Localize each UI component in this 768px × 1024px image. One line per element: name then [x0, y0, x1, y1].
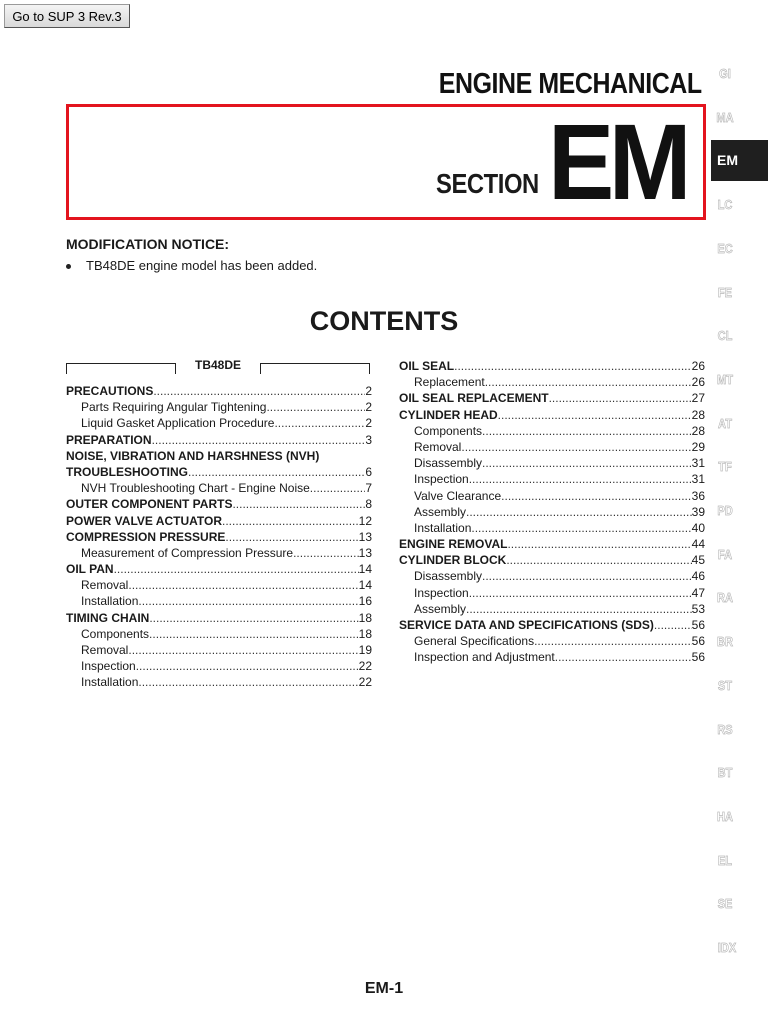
toc-entry-label: Components [414, 423, 483, 438]
toc-entry[interactable] [399, 455, 705, 471]
toc-leader-dots [153, 383, 365, 399]
toc-entry-label: SERVICE DATA AND SPECIFICATIONS (SDS) [399, 618, 654, 632]
toc-entry[interactable] [66, 561, 372, 577]
modification-heading: MODIFICATION NOTICE: [66, 236, 230, 252]
toc-entry[interactable] [66, 626, 372, 642]
toc-entry-label: Installation [414, 520, 472, 535]
toc-entry-label: Disassembly [414, 456, 483, 471]
toc-leader-dots [482, 568, 692, 584]
toc-leader-dots [507, 536, 691, 552]
tab-se[interactable]: SE [717, 896, 733, 912]
toc-leader-dots [549, 390, 692, 406]
toc-right-column [399, 358, 705, 666]
toc-leader-dots [138, 674, 358, 690]
toc-entry-page: 18 [358, 610, 372, 625]
toc-leader-dots [501, 488, 691, 504]
tab-tf[interactable]: TF [718, 459, 732, 475]
toc-entry-page: 45 [691, 553, 705, 568]
toc-entry-label: Components [81, 626, 150, 641]
toc-leader-dots [506, 552, 691, 568]
toc-entry-page: 14 [358, 562, 372, 577]
tab-idx[interactable]: IDX [717, 940, 737, 955]
tab-rs[interactable]: RS [717, 721, 733, 737]
toc-entry-label: Replacement [414, 375, 485, 390]
toc-entry-label: OIL SEAL REPLACEMENT [399, 391, 549, 406]
toc-entry[interactable] [66, 432, 372, 448]
toc-entry-label: Parts Requiring Angular Tightening [81, 400, 267, 415]
toc-leader-dots [152, 432, 366, 448]
toc-entry-page: 26 [691, 375, 705, 390]
toc-entry-label: COMPRESSION PRESSURE [66, 529, 226, 544]
toc-entry[interactable] [399, 536, 705, 552]
toc-entry[interactable] [66, 464, 372, 480]
toc-entry-page: 56 [691, 650, 705, 665]
toc-entry[interactable] [399, 439, 705, 455]
toc-entry[interactable] [399, 423, 705, 439]
toc-entry[interactable] [399, 374, 705, 390]
page-number: EM-1 [364, 980, 404, 997]
toc-entry[interactable] [399, 520, 705, 536]
toc-entry[interactable] [66, 383, 372, 399]
toc-entry[interactable] [399, 633, 705, 649]
toc-entry-label: PREPARATION [66, 432, 152, 447]
toc-entry-label: General Specifications [414, 634, 535, 649]
toc-entry-page: 3 [365, 432, 372, 447]
modification-text: TB48DE engine model has been added. [86, 258, 318, 273]
toc-entry-page: 2 [365, 384, 372, 398]
group-frame-left [66, 363, 176, 374]
toc-leader-dots [128, 642, 358, 658]
toc-leader-dots [225, 529, 358, 545]
toc-entry-page: 27 [691, 391, 705, 406]
toc-entry-page: 36 [691, 488, 705, 503]
tab-bt[interactable]: BT [717, 765, 733, 781]
toc-leader-dots [149, 610, 358, 626]
section-label: SECTION [436, 168, 539, 199]
toc-entry-label: Removal [81, 578, 129, 593]
toc-entry-page: 6 [365, 464, 372, 479]
tab-lc[interactable]: LC [717, 197, 733, 213]
toc-leader-dots [482, 455, 692, 471]
toc-entry-label: NVH Troubleshooting Chart - Engine Noise [81, 481, 310, 496]
toc-entry-label: POWER VALVE ACTUATOR [66, 513, 222, 528]
tab-em[interactable]: EM [711, 140, 768, 181]
toc-entry-label: TIMING CHAIN [66, 610, 150, 625]
toc-entry-label: TROUBLESHOOTING [66, 464, 188, 479]
toc-entry[interactable] [66, 513, 372, 529]
toc-leader-dots [555, 649, 692, 665]
toc-leader-dots [222, 513, 359, 529]
toc-entry-page: 40 [691, 520, 705, 535]
tab-ma[interactable]: MA [716, 109, 734, 125]
toc-leader-dots [128, 577, 358, 593]
toc-leader-dots [461, 439, 691, 455]
toc-entry-page: 56 [691, 634, 705, 649]
toc-entry-label: Measurement of Compression Pressure [81, 545, 294, 560]
toc-leader-dots [149, 626, 359, 642]
toc-entry-page: 31 [691, 472, 705, 487]
toc-entry-label: Removal [414, 439, 462, 454]
toc-leader-dots [266, 399, 365, 415]
toc-entry-label: Inspection [414, 585, 469, 600]
tab-at[interactable]: AT [718, 415, 732, 431]
toc-entry-page: 28 [691, 407, 705, 422]
toc-entry-page: 31 [691, 456, 705, 471]
toc-leader-dots [188, 464, 365, 480]
tab-br[interactable]: BR [717, 634, 733, 650]
toc-entry-page: 28 [691, 423, 705, 438]
toc-entry-page: 18 [358, 626, 372, 641]
toc-entry-page: 7 [365, 481, 372, 496]
toc-leader-dots [114, 561, 359, 577]
toc-entry[interactable] [399, 649, 705, 665]
toc-entry-page: 53 [691, 601, 705, 616]
toc-entry-label: OIL PAN [66, 562, 114, 577]
toc-entry-label: OIL SEAL [399, 359, 455, 373]
toc-entry[interactable] [66, 593, 372, 609]
toc-entry-label: PRECAUTIONS [66, 384, 154, 398]
tab-st[interactable]: ST [717, 677, 733, 693]
tab-pd[interactable]: PD [717, 503, 733, 518]
toc-entry[interactable] [399, 504, 705, 520]
tab-ra[interactable]: RA [717, 590, 733, 606]
toc-entry-label: Inspection [414, 472, 469, 487]
toc-leader-dots [498, 407, 692, 423]
toc-entry[interactable] [66, 529, 372, 545]
toc-entry[interactable] [66, 415, 372, 431]
tab-fa[interactable]: FA [717, 546, 733, 562]
toc-entry-label: Installation [81, 675, 139, 690]
toc-leader-dots [274, 415, 365, 431]
toc-entry-label: CYLINDER BLOCK [399, 553, 507, 568]
toc-left-column [66, 383, 372, 691]
toc-entry-page: 26 [691, 359, 705, 373]
toc-entry[interactable] [399, 471, 705, 487]
tab-el[interactable]: EL [717, 852, 733, 868]
toc-entry[interactable] [399, 585, 705, 601]
toc-entry-page: 56 [691, 618, 705, 632]
toc-entry-label: Inspection and Adjustment [414, 650, 555, 665]
toc-leader-dots [469, 471, 692, 487]
toc-leader-dots [454, 358, 692, 374]
section-code: EM [548, 101, 686, 222]
group-label: TB48DE [194, 358, 241, 372]
toc-entry[interactable] [399, 552, 705, 568]
tab-fe[interactable]: FE [717, 284, 733, 300]
toc-entry[interactable] [399, 568, 705, 584]
toc-leader-dots [469, 585, 692, 601]
toc-entry-label: Liquid Gasket Application Procedure [81, 416, 275, 431]
toc-entry[interactable] [399, 488, 705, 504]
toc-entry-label: NOISE, VIBRATION AND HARSHNESS (NVH) [66, 448, 320, 463]
toc-entry-page: 2 [365, 400, 372, 415]
toc-entry-page: 39 [691, 504, 705, 519]
toc-entry[interactable] [399, 390, 705, 406]
toc-entry[interactable] [66, 496, 372, 512]
toc-entry-page: 12 [358, 513, 372, 528]
toc-entry-label: Inspection [81, 659, 136, 674]
toc-entry[interactable] [66, 399, 372, 415]
toc-entry[interactable] [66, 610, 372, 626]
tab-cl[interactable]: CL [717, 328, 733, 344]
toc-entry-label: Removal [81, 643, 129, 657]
toc-entry-page: 22 [358, 675, 372, 690]
toc-entry[interactable] [66, 658, 372, 674]
toc-entry-label: Disassembly [414, 569, 483, 584]
modification-item [66, 258, 317, 273]
toc-entry-label: ENGINE REMOVAL [399, 537, 508, 552]
toc-entry[interactable] [399, 407, 705, 423]
toc-entry[interactable] [399, 358, 705, 374]
toc-entry[interactable] [66, 448, 372, 464]
toc-entry[interactable] [66, 642, 372, 658]
toc-leader-dots [232, 496, 365, 512]
toc-entry-label: Valve Clearance [414, 488, 502, 503]
toc-entry-page: 2 [365, 416, 372, 431]
go-to-sup-button[interactable]: Go to SUP 3 Rev.3 [4, 4, 130, 28]
toc-entry-page: 44 [691, 537, 705, 552]
toc-entry-page: 13 [358, 545, 372, 560]
group-frame-right [260, 363, 370, 374]
toc-entry-page: 14 [358, 578, 372, 593]
toc-leader-dots [471, 520, 691, 536]
contents-title: CONTENTS [309, 306, 459, 336]
toc-entry[interactable] [66, 674, 372, 690]
toc-leader-dots [136, 658, 359, 674]
tab-ec[interactable]: EC [717, 240, 733, 256]
toc-entry-page: 16 [358, 594, 372, 609]
tab-gi[interactable]: GI [719, 66, 731, 81]
toc-entry[interactable] [399, 617, 705, 633]
toc-entry[interactable] [66, 480, 372, 496]
toc-leader-dots [293, 545, 359, 561]
toc-entry-label: OUTER COMPONENT PARTS [66, 497, 233, 512]
toc-entry-page: 8 [365, 497, 372, 512]
toc-leader-dots [466, 504, 692, 520]
toc-leader-dots [482, 423, 692, 439]
toc-leader-dots [466, 601, 692, 617]
toc-leader-dots [310, 480, 366, 496]
toc-entry-page: 47 [691, 585, 705, 600]
bullet-icon [66, 264, 71, 269]
toc-entry[interactable] [399, 601, 705, 617]
toc-entry[interactable] [66, 545, 372, 561]
toc-entry-page: 46 [691, 569, 705, 584]
tab-ha[interactable]: HA [717, 808, 733, 824]
toc-entry-label: Assembly [414, 601, 467, 616]
toc-entry-label: Installation [81, 594, 139, 609]
toc-entry-label: Assembly [414, 504, 467, 519]
page-title: ENGINE MECHANICAL [439, 68, 702, 100]
toc-leader-dots [534, 633, 692, 649]
toc-entry-page: 19 [358, 643, 372, 657]
toc-leader-dots [485, 374, 692, 390]
tab-mt[interactable]: MT [717, 371, 733, 387]
toc-leader-dots [138, 593, 358, 609]
toc-entry-label: CYLINDER HEAD [399, 407, 498, 422]
toc-entry-page: 13 [358, 529, 372, 544]
toc-entry[interactable] [66, 577, 372, 593]
toc-entry-page: 22 [358, 659, 372, 674]
toc-entry-page: 29 [691, 439, 705, 454]
toc-leader-dots [654, 617, 692, 633]
